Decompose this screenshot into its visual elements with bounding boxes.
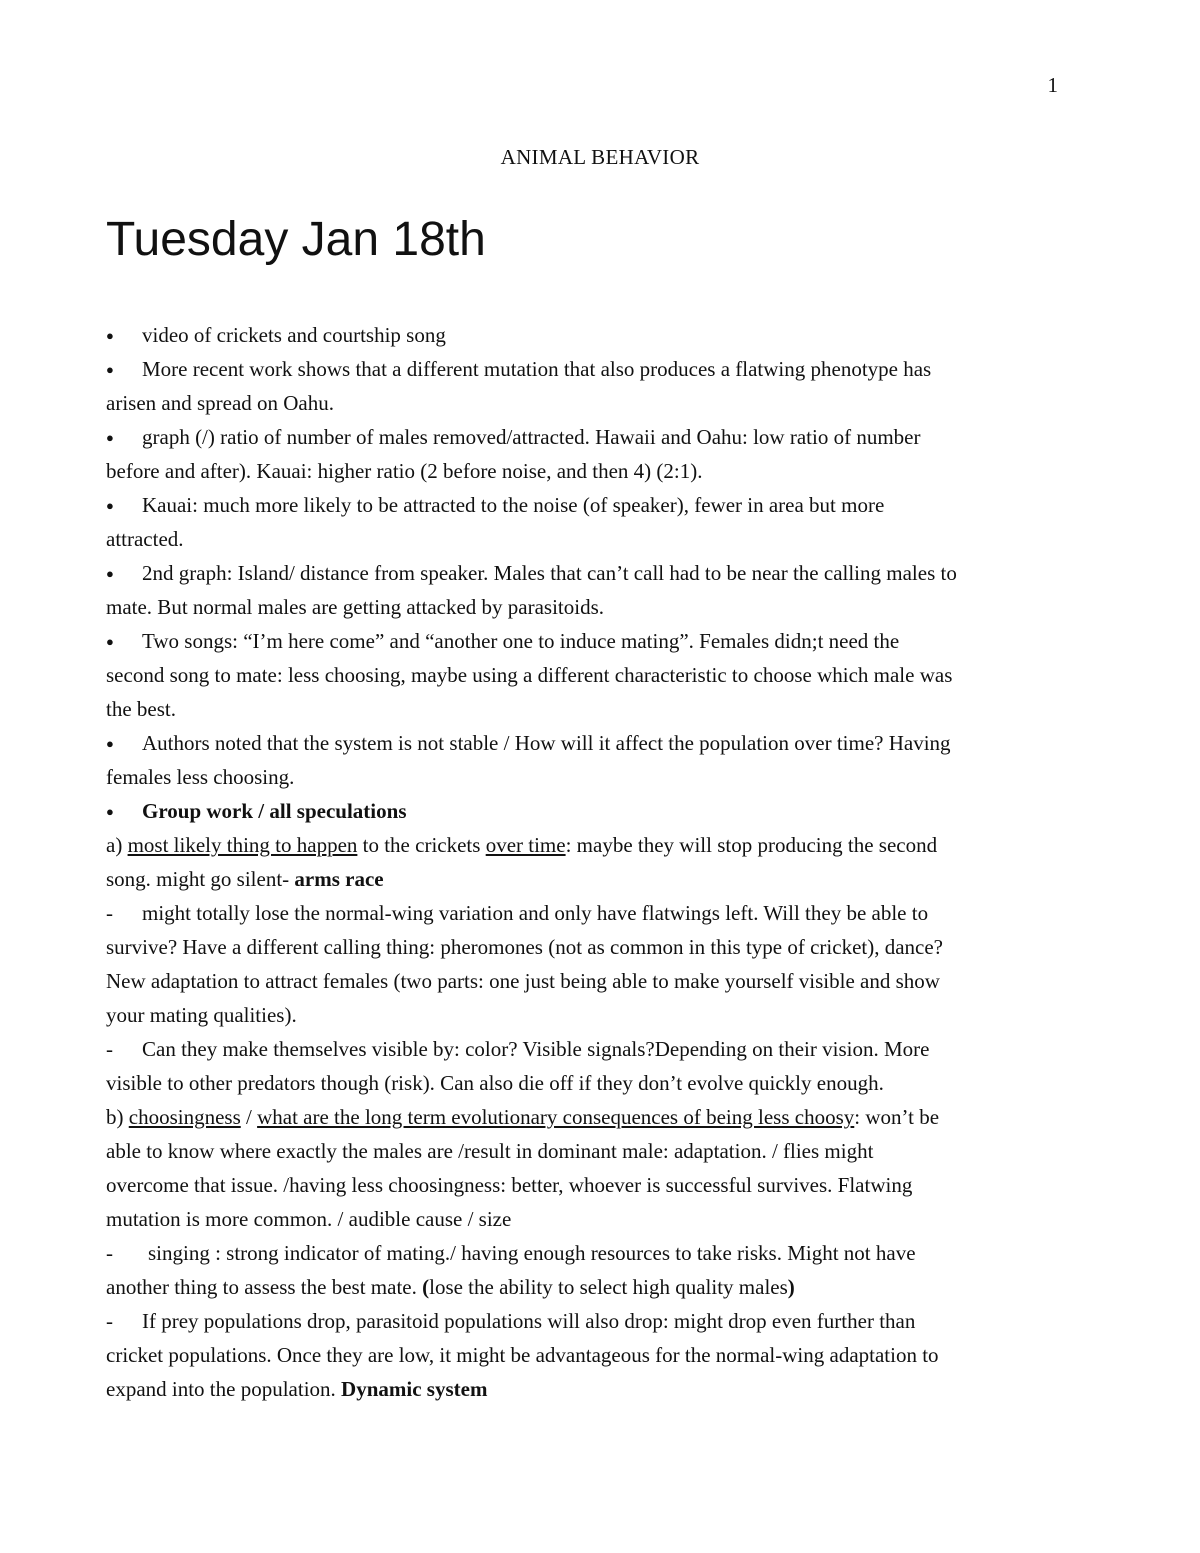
dash-marker: - [106, 1037, 113, 1061]
page-heading: Tuesday Jan 18th [106, 213, 486, 266]
dash-marker: - [106, 1241, 113, 1265]
dash-item-text: If prey populations drop, parasitoid populations will also drop: might drop even further than [142, 1309, 916, 1333]
list-item-continuation: mate. But normal males are getting attacked by parasitoids. [106, 595, 605, 619]
bullet-icon: ● [106, 736, 114, 751]
section-b-rest: : won’t be [854, 1105, 940, 1129]
dash-item [106, 1236, 1066, 1270]
list-item-continuation: the best. [106, 697, 176, 721]
section-a-mid: to the crickets [357, 833, 486, 857]
section-a-underlined-2: over time [485, 833, 566, 857]
list-item [106, 624, 1066, 658]
list-item [106, 318, 1066, 352]
dash-item-text: another thing to assess the best mate. [106, 1275, 423, 1299]
list-item-continuation: before and after). Kauai: higher ratio (2 before noise, and then 4) (2:1). [106, 459, 703, 483]
dash-item-text: expand into the population. [106, 1377, 342, 1401]
list-item-text: 2nd graph: Island/ distance from speaker. Males that can’t call had to be near the calling males to [142, 561, 957, 585]
list-item [106, 794, 1066, 828]
section-b-prefix: b) [106, 1105, 129, 1129]
dash-item [106, 1304, 1066, 1338]
list-item-text: graph (/) ratio of number of males removed/attracted. Hawaii and Oahu: low ratio of number [142, 425, 921, 449]
list-item [106, 352, 1066, 386]
dash-item-continuation: visible to other predators though (risk). Can also die off if they don’t evolve quickly enough. [106, 1071, 884, 1095]
bullet-icon: ● [106, 804, 114, 819]
list-item-text: Two songs: “I’m here come” and “another one to induce mating”. Females didn;t need the [142, 629, 900, 653]
bullet-icon: ● [106, 634, 114, 649]
page-number: 1 [1047, 73, 1058, 97]
section-a-l2-text: song. might go silent- [106, 867, 295, 891]
bullet-icon: ● [106, 362, 114, 377]
section-b-line [106, 1100, 1066, 1134]
dash-item-continuation [106, 1270, 1066, 1304]
list-item-text: Authors noted that the system is not stable / How will it affect the population over time? Having [142, 731, 951, 755]
dash-item-continuation [106, 1372, 1066, 1406]
section-a-line [106, 828, 1066, 862]
list-item-continuation: second song to mate: less choosing, maybe using a different characteristic to choose which male was [106, 663, 953, 687]
section-b-continuation: overcome that issue. /having less choosingness: better, whoever is successful survives. Flatwing [106, 1173, 913, 1197]
section-b-continuation: mutation is more common. / audible cause / size [106, 1207, 512, 1231]
dash-item [106, 1032, 1066, 1066]
dash-marker: - [106, 1309, 113, 1333]
notes-body [106, 318, 1066, 1406]
list-item-text: Kauai: much more likely to be attracted to the noise (of speaker), fewer in area but more [142, 493, 885, 517]
bullet-icon: ● [106, 566, 114, 581]
list-item-text: video of crickets and courtship song [142, 323, 446, 347]
list-item-continuation: arisen and spread on Oahu. [106, 391, 335, 415]
list-item-continuation: females less choosing. [106, 765, 295, 789]
dash-item-text: might totally lose the normal-wing variation and only have flatwings left. Will they be able to [142, 901, 929, 925]
bullet-icon: ● [106, 430, 114, 445]
paren-close: ) [787, 1275, 795, 1299]
bullet-icon: ● [106, 498, 114, 513]
list-item [106, 726, 1066, 760]
dash-item-text: singing : strong indicator of mating./ having enough resources to take risks. Might not have [148, 1241, 916, 1265]
list-item-text: More recent work shows that a different mutation that also produces a flatwing phenotype has [142, 357, 932, 381]
document-title: ANIMAL BEHAVIOR [500, 145, 700, 169]
section-b-underlined-1: choosingness [128, 1105, 241, 1129]
bullet-icon: ● [106, 328, 114, 343]
dynamic-system-label: Dynamic system [341, 1377, 488, 1401]
list-item [106, 420, 1066, 454]
dash-item [106, 896, 1066, 930]
list-item [106, 556, 1066, 590]
dash-item-continuation: survive? Have a different calling thing: pheromones (not as common in this type of cricket), dance? [106, 935, 944, 959]
dash-item-continuation: cricket populations. Once they are low, it might be advantageous for the normal-wing adaptation to [106, 1343, 939, 1367]
section-b-continuation: able to know where exactly the males are /result in dominant male: adaptation. / flies might [106, 1139, 874, 1163]
list-item-continuation: attracted. [106, 527, 184, 551]
section-a-underlined-1: most likely thing to happen [127, 833, 358, 857]
list-item [106, 488, 1066, 522]
section-a-prefix: a) [106, 833, 128, 857]
group-work-heading: Group work / all speculations [142, 799, 407, 823]
section-a-rest: : maybe they will stop producing the second [565, 833, 938, 857]
dash-item-continuation: New adaptation to attract females (two parts: one just being able to make yourself visible and show [106, 969, 940, 993]
dash-item-continuation: your mating qualities). [106, 1003, 297, 1027]
section-a-line-2 [106, 862, 1066, 896]
paren-open: ( [422, 1275, 430, 1299]
dash-marker: - [106, 901, 113, 925]
dash-item-text: Can they make themselves visible by: color? Visible signals?Depending on their vision. More [142, 1037, 930, 1061]
arms-race-label: arms race [294, 867, 384, 891]
dash-item-text: lose the ability to select high quality males [429, 1275, 788, 1299]
section-b-sep: / [240, 1105, 258, 1129]
section-b-underlined-2: what are the long term evolutionary consequences of being less choosy [257, 1105, 855, 1129]
